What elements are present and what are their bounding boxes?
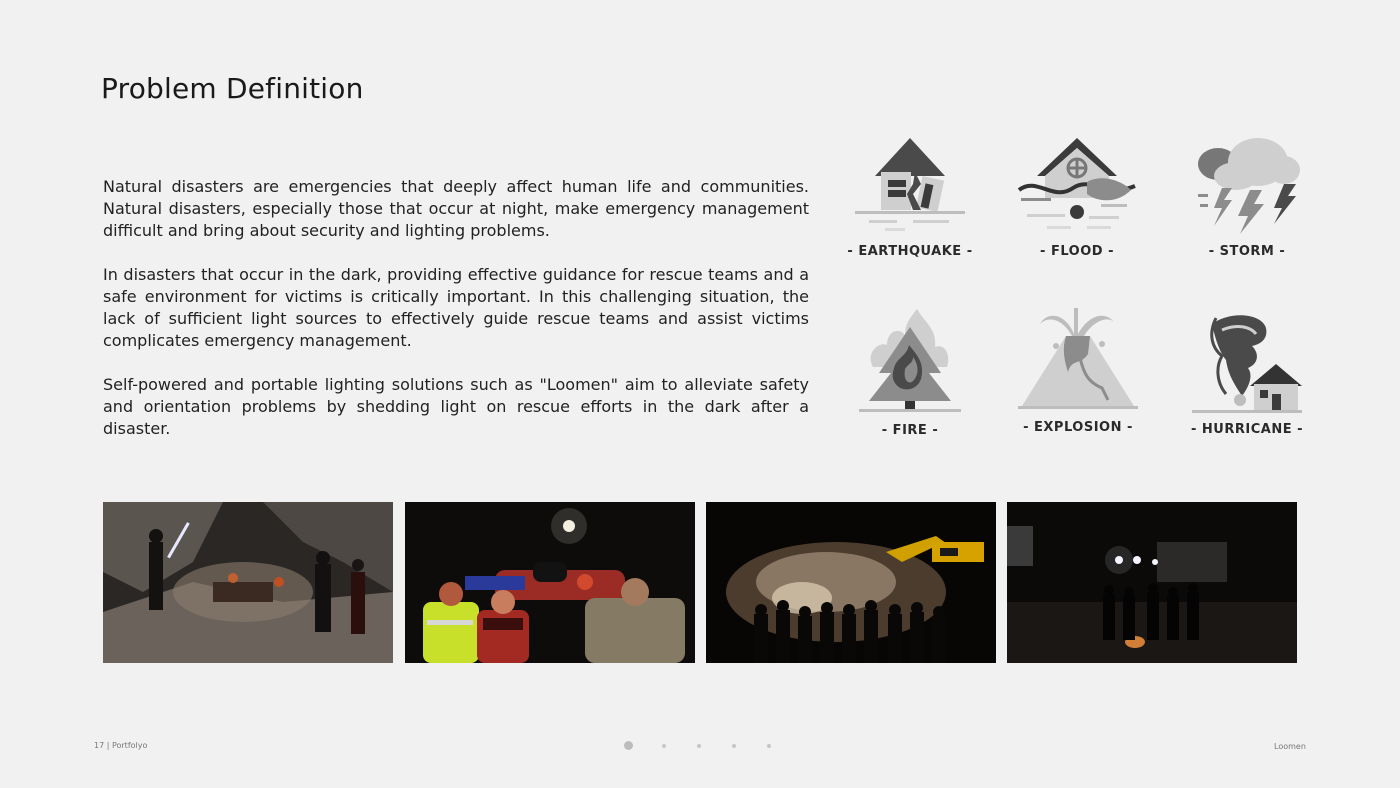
explosion-label: - EXPLOSION -	[1023, 420, 1133, 435]
earthquake-label: - EARTHQUAKE -	[847, 244, 973, 259]
brand-name: Loomen	[1274, 742, 1306, 751]
earthquake-icon	[855, 132, 965, 238]
storm-label: - STORM -	[1208, 244, 1286, 259]
flood-label: - FLOOD -	[1040, 244, 1114, 259]
problem-description	[103, 176, 809, 462]
disaster-explosion	[1003, 302, 1153, 435]
disaster-storm	[1172, 132, 1322, 259]
hurricane-label: - HURRICANE -	[1191, 422, 1303, 437]
explosion-icon	[1018, 302, 1138, 414]
disaster-fire	[835, 305, 985, 438]
disaster-flood	[1002, 132, 1152, 259]
rescue-photo-4	[1007, 502, 1297, 663]
rescue-photo-1	[103, 502, 393, 663]
flood-icon	[1017, 132, 1137, 238]
page-title: Problem Definition	[101, 72, 364, 105]
paragraph-1: Natural disasters are emergencies that deeply affect human life and communities. Natural disasters, especially those that occur at night, make emergency management difficult and bring about security and lighting problems.	[103, 177, 809, 240]
paragraph-2: In disasters that occur in the dark, providing effective guidance for rescue teams and a safe environment for victims is critically important. In this challenging situation, the lack of sufficient light sources to effectively guide rescue teams and assist victims complicates emergency management.	[103, 265, 809, 350]
pagination-dot-5[interactable]	[767, 744, 771, 748]
fire-icon	[855, 305, 965, 417]
rescue-photo-2	[405, 502, 695, 663]
pagination-dot-2[interactable]	[662, 744, 666, 748]
pagination-dot-1[interactable]	[624, 741, 633, 750]
disaster-hurricane	[1172, 304, 1322, 437]
disaster-earthquake	[835, 132, 985, 259]
paragraph-3: Self-powered and portable lighting solutions such as "Loomen" aim to alleviate safety and orientation problems by shedding light on rescue efforts in the dark after a disaster.	[103, 375, 809, 438]
pagination-dot-4[interactable]	[732, 744, 736, 748]
rescue-photo-3	[706, 502, 996, 663]
pagination-dot-3[interactable]	[697, 744, 701, 748]
page-number: 17 | Portfolyo	[94, 741, 148, 750]
fire-label: - FIRE -	[881, 423, 939, 438]
hurricane-icon	[1192, 304, 1302, 416]
storm-icon	[1192, 132, 1302, 238]
